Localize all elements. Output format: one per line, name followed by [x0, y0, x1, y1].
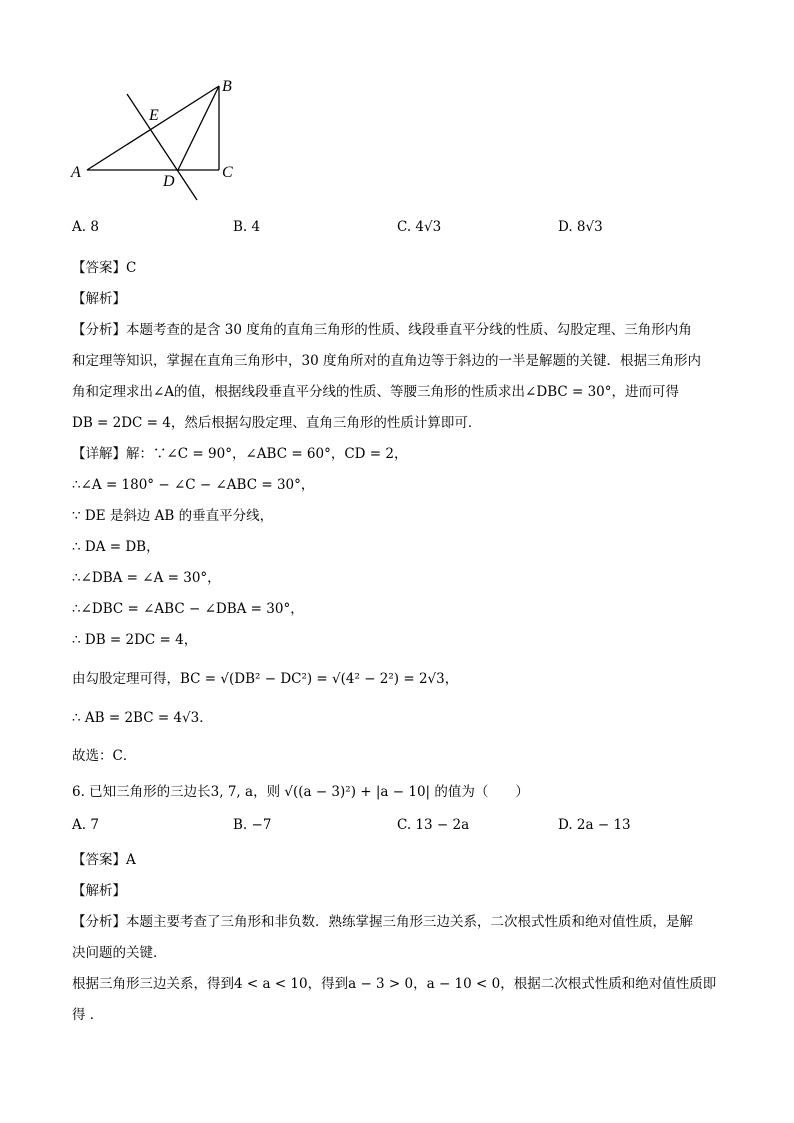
- q5-detail-line-6: ∴∠DBC = ∠ABC − ∠DBA = 30°，: [72, 601, 304, 617]
- q6-option-d: D. 2a − 13: [558, 817, 631, 833]
- q6-fenxi-line-3: 根据三角形三边关系，得到4 < a < 10，得到a − 3 > 0，a − 10 < 0，根据二次根式性质和绝对值性质即: [72, 976, 717, 992]
- q6-stem: 6. 已知三角形的三边长3, 7, a，则 √((a − 3)²) + |a − 10| 的值为（ ）: [72, 784, 529, 800]
- q5-fenxi-line-4: DB = 2DC = 4，然后根据勾股定理、直角三角形的性质计算即可．: [72, 415, 482, 431]
- perpendicular-bisector: [127, 94, 197, 200]
- q6-answer: 【答案】A: [72, 852, 136, 868]
- triangle-figure: [60, 72, 260, 207]
- q5-choose: 故选：C．: [72, 748, 137, 764]
- q6-fenxi-line-1: 【分析】本题主要考查了三角形和非负数．熟练掌握三角形三边关系，二次根式性质和绝对值性质，是解: [72, 914, 693, 930]
- q5-detail-line-9: ∴ AB = 2BC = 4√3．: [72, 710, 213, 726]
- q5-detail-line-8: 由勾股定理可得，BC = √(DB² − DC²) = √(4² − 2²) = 2√3，: [72, 671, 459, 687]
- q5-option-d: D. 8√3: [558, 219, 603, 235]
- q5-answer: 【答案】C: [72, 260, 137, 276]
- q5-analysis-label: 【解析】: [72, 291, 126, 307]
- label-c: C: [222, 164, 233, 181]
- q6-option-a: A. 7: [72, 817, 99, 833]
- q5-fenxi-line-1: 【分析】本题考查的是含 30 度角的直角三角形的性质、线段垂直平分线的性质、勾股定理、三角形内角: [72, 322, 692, 338]
- q6-analysis-label: 【解析】: [72, 883, 126, 899]
- q6-fenxi-line-4: 得 ．: [72, 1007, 104, 1023]
- q5-fenxi-line-2: 和定理等知识，掌握在直角三角形中，30 度角所对的直角边等于斜边的一半是解题的关键．根据三角形内: [72, 353, 701, 369]
- q5-option-a: A. 8: [72, 219, 99, 235]
- q5-detail-line-7: ∴ DB = 2DC = 4，: [72, 632, 198, 648]
- label-b: B: [222, 78, 232, 95]
- label-d: D: [163, 173, 175, 190]
- q5-detail-line-4: ∴ DA = DB，: [72, 539, 160, 555]
- q5-detail-line-3: ∵ DE 是斜边 AB 的垂直平分线，: [72, 508, 274, 524]
- q6-option-c: C. 13 − 2a: [397, 817, 470, 833]
- q5-option-c: C. 4√3: [397, 219, 442, 235]
- triangle-diagram: [60, 72, 260, 207]
- q5-detail-line-5: ∴∠DBA = ∠A = 30°，: [72, 570, 221, 586]
- q5-fenxi-line-3: 角和定理求出∠A的值，根据线段垂直平分线的性质、等腰三角形的性质求出∠DBC = 30°，进而可得: [72, 384, 680, 400]
- q6-option-b: B. −7: [233, 817, 272, 833]
- label-a: A: [71, 164, 81, 181]
- q5-option-b: B. 4: [233, 219, 261, 235]
- q5-detail-line-2: ∴∠A = 180° − ∠C − ∠ABC = 30°，: [72, 477, 315, 493]
- q6-fenxi-line-2: 决问题的关键．: [72, 945, 167, 961]
- label-e: E: [149, 107, 159, 124]
- q5-detail-line-1: 【详解】解：∵∠C = 90°，∠ABC = 60°，CD = 2，: [72, 446, 408, 462]
